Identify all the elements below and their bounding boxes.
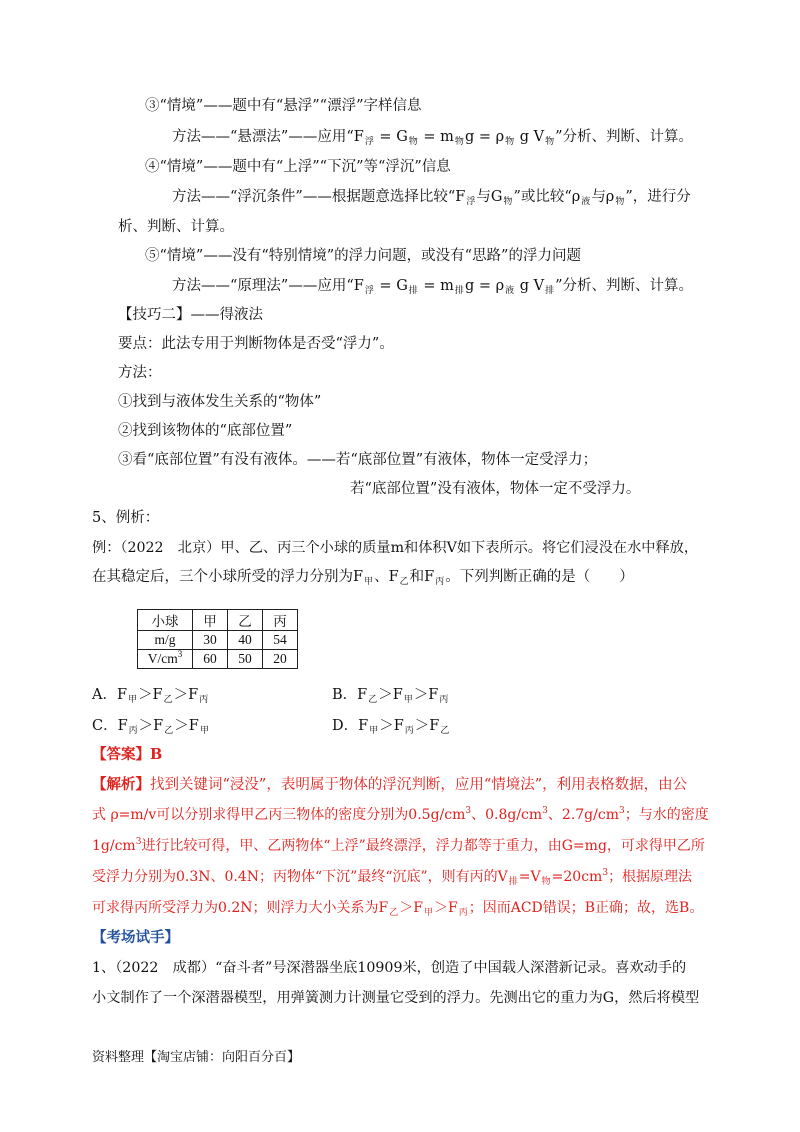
text-line: 方法——“浮沉条件”——根据题意选择比较“$F_浮$与$G_物$”或比较“$\rho_液$与$\rho_物$”，进行分 xyxy=(172,189,691,207)
table-row xyxy=(138,610,298,631)
option-b: B．$F_乙>F_甲>F_丙$ xyxy=(332,687,449,705)
question-text: 小文制作了一个深潜器模型，用弹簧测力计测量它受到的浮力。先测出它的重力为G，然后将模型 xyxy=(92,990,700,1006)
text-line: ③“情境”——题中有“悬浮”“漂浮”字样信息 xyxy=(145,98,422,114)
text-line: ①找到与液体发生关系的“物体” xyxy=(118,394,322,410)
table-cell: 小球 xyxy=(138,610,193,631)
table-cell: 40 xyxy=(228,631,263,650)
text-line: 方法——“原理法”——应用“$F_浮 = G_排 = m_排g = \rho_液$ g $V_排$”分析、判断、计算。 xyxy=(172,278,694,296)
answer-label: 【答案】B xyxy=(92,746,163,763)
table-cell: 30 xyxy=(193,631,228,650)
text-line: 析、判断、计算。 xyxy=(118,219,234,235)
table-cell: 54 xyxy=(263,631,298,650)
option-c: C．$F_丙>F_乙>F_甲$ xyxy=(92,718,209,736)
table-cell: 乙 xyxy=(228,610,263,631)
table-cell: 丙 xyxy=(263,610,298,631)
section-heading: 5、例析： xyxy=(92,510,160,526)
text-line: ③看“底部位置”有没有液体。——若“底部位置”有液体，物体一定受浮力； xyxy=(118,452,598,468)
question-text: 在其稳定后，三个小球所受的浮力分别为$F_甲$、$F_乙$和$F_丙$。下列判断正确的是（ ） xyxy=(92,569,634,587)
question-text: 例：（2022 北京）甲、乙、丙三个小球的质量m和体积V如下表所示。将它们浸没在水中释放， xyxy=(92,540,699,556)
analysis-line: 【解析】找到关键词“浸没”，表明属于物体的浮沉判断，应用“情境法”，利用表格数据，由公 xyxy=(92,776,688,793)
section-heading: 【考场试手】 xyxy=(92,929,179,946)
table-cell: m/g xyxy=(138,631,193,650)
text-line: ④“情境”——题中有“上浮”“下沉”等“浮沉”信息 xyxy=(145,159,451,175)
option-a: A．$F_甲>F_乙>F_丙$ xyxy=(92,687,209,705)
text-line: ②找到该物体的“底部位置” xyxy=(118,423,293,439)
table-cell: 20 xyxy=(263,650,298,669)
table-cell: 甲 xyxy=(193,610,228,631)
analysis-line: 受浮力分别为0.3N、0.4N；丙物体“下沉”最终“沉底”，则有丙的$V_排=V_物=20cm^3$；根据原理法 xyxy=(92,868,693,887)
text-line: 方法： xyxy=(118,365,162,381)
data-table xyxy=(137,609,298,669)
question-text: 1、（2022 成都）“奋斗者”号深潜器坐底10909米，创造了中国载人深潜新记录。喜欢动手的 xyxy=(92,960,687,976)
page-footer: 资料整理【淘宝店铺：向阳百分百】 xyxy=(92,1050,301,1065)
analysis-line: $1g/cm^3$进行比较可得，甲、乙两物体“上浮”最终漂浮，浮力都等于重力，由G=mg，可求得甲乙所 xyxy=(92,837,705,854)
analysis-tag: 【解析】 xyxy=(92,776,150,793)
text-line: 要点：此法专用于判断物体是否受“浮力”。 xyxy=(118,336,394,352)
option-d: D．$F_甲>F_丙>F_乙$ xyxy=(332,718,450,736)
table-row xyxy=(138,631,298,650)
text-line: ⑤“情境”——没有“特别情境”的浮力问题，或没有“思路”的浮力问题 xyxy=(145,248,581,264)
table-cell: 60 xyxy=(193,650,228,669)
table-row xyxy=(138,650,298,669)
section-heading: 【技巧二】——得液法 xyxy=(118,307,263,323)
table-cell: 50 xyxy=(228,650,263,669)
text-line: 若“底部位置”没有液体，物体一定不受浮力。 xyxy=(350,481,641,497)
analysis-line: 式 ρ=m/v可以分别求得甲乙丙三物体的密度分别为$0.5g/cm^3$、$0.8g/cm^3$、$2.7g/cm^3$；与水的密度 xyxy=(92,806,709,823)
table-cell: $V/cm^3$ xyxy=(138,650,193,669)
text-line: 方法——“悬漂法”——应用“$F_浮 = G_物 = m_物g = \rho_物$ g $V_物$”分析、判断、计算。 xyxy=(172,129,694,147)
analysis-line: 可求得丙所受浮力为0.2N；则浮力大小关系为$F_乙>F_甲>F_丙$；因而ACD错误；B正确；故，选B。 xyxy=(92,900,704,918)
